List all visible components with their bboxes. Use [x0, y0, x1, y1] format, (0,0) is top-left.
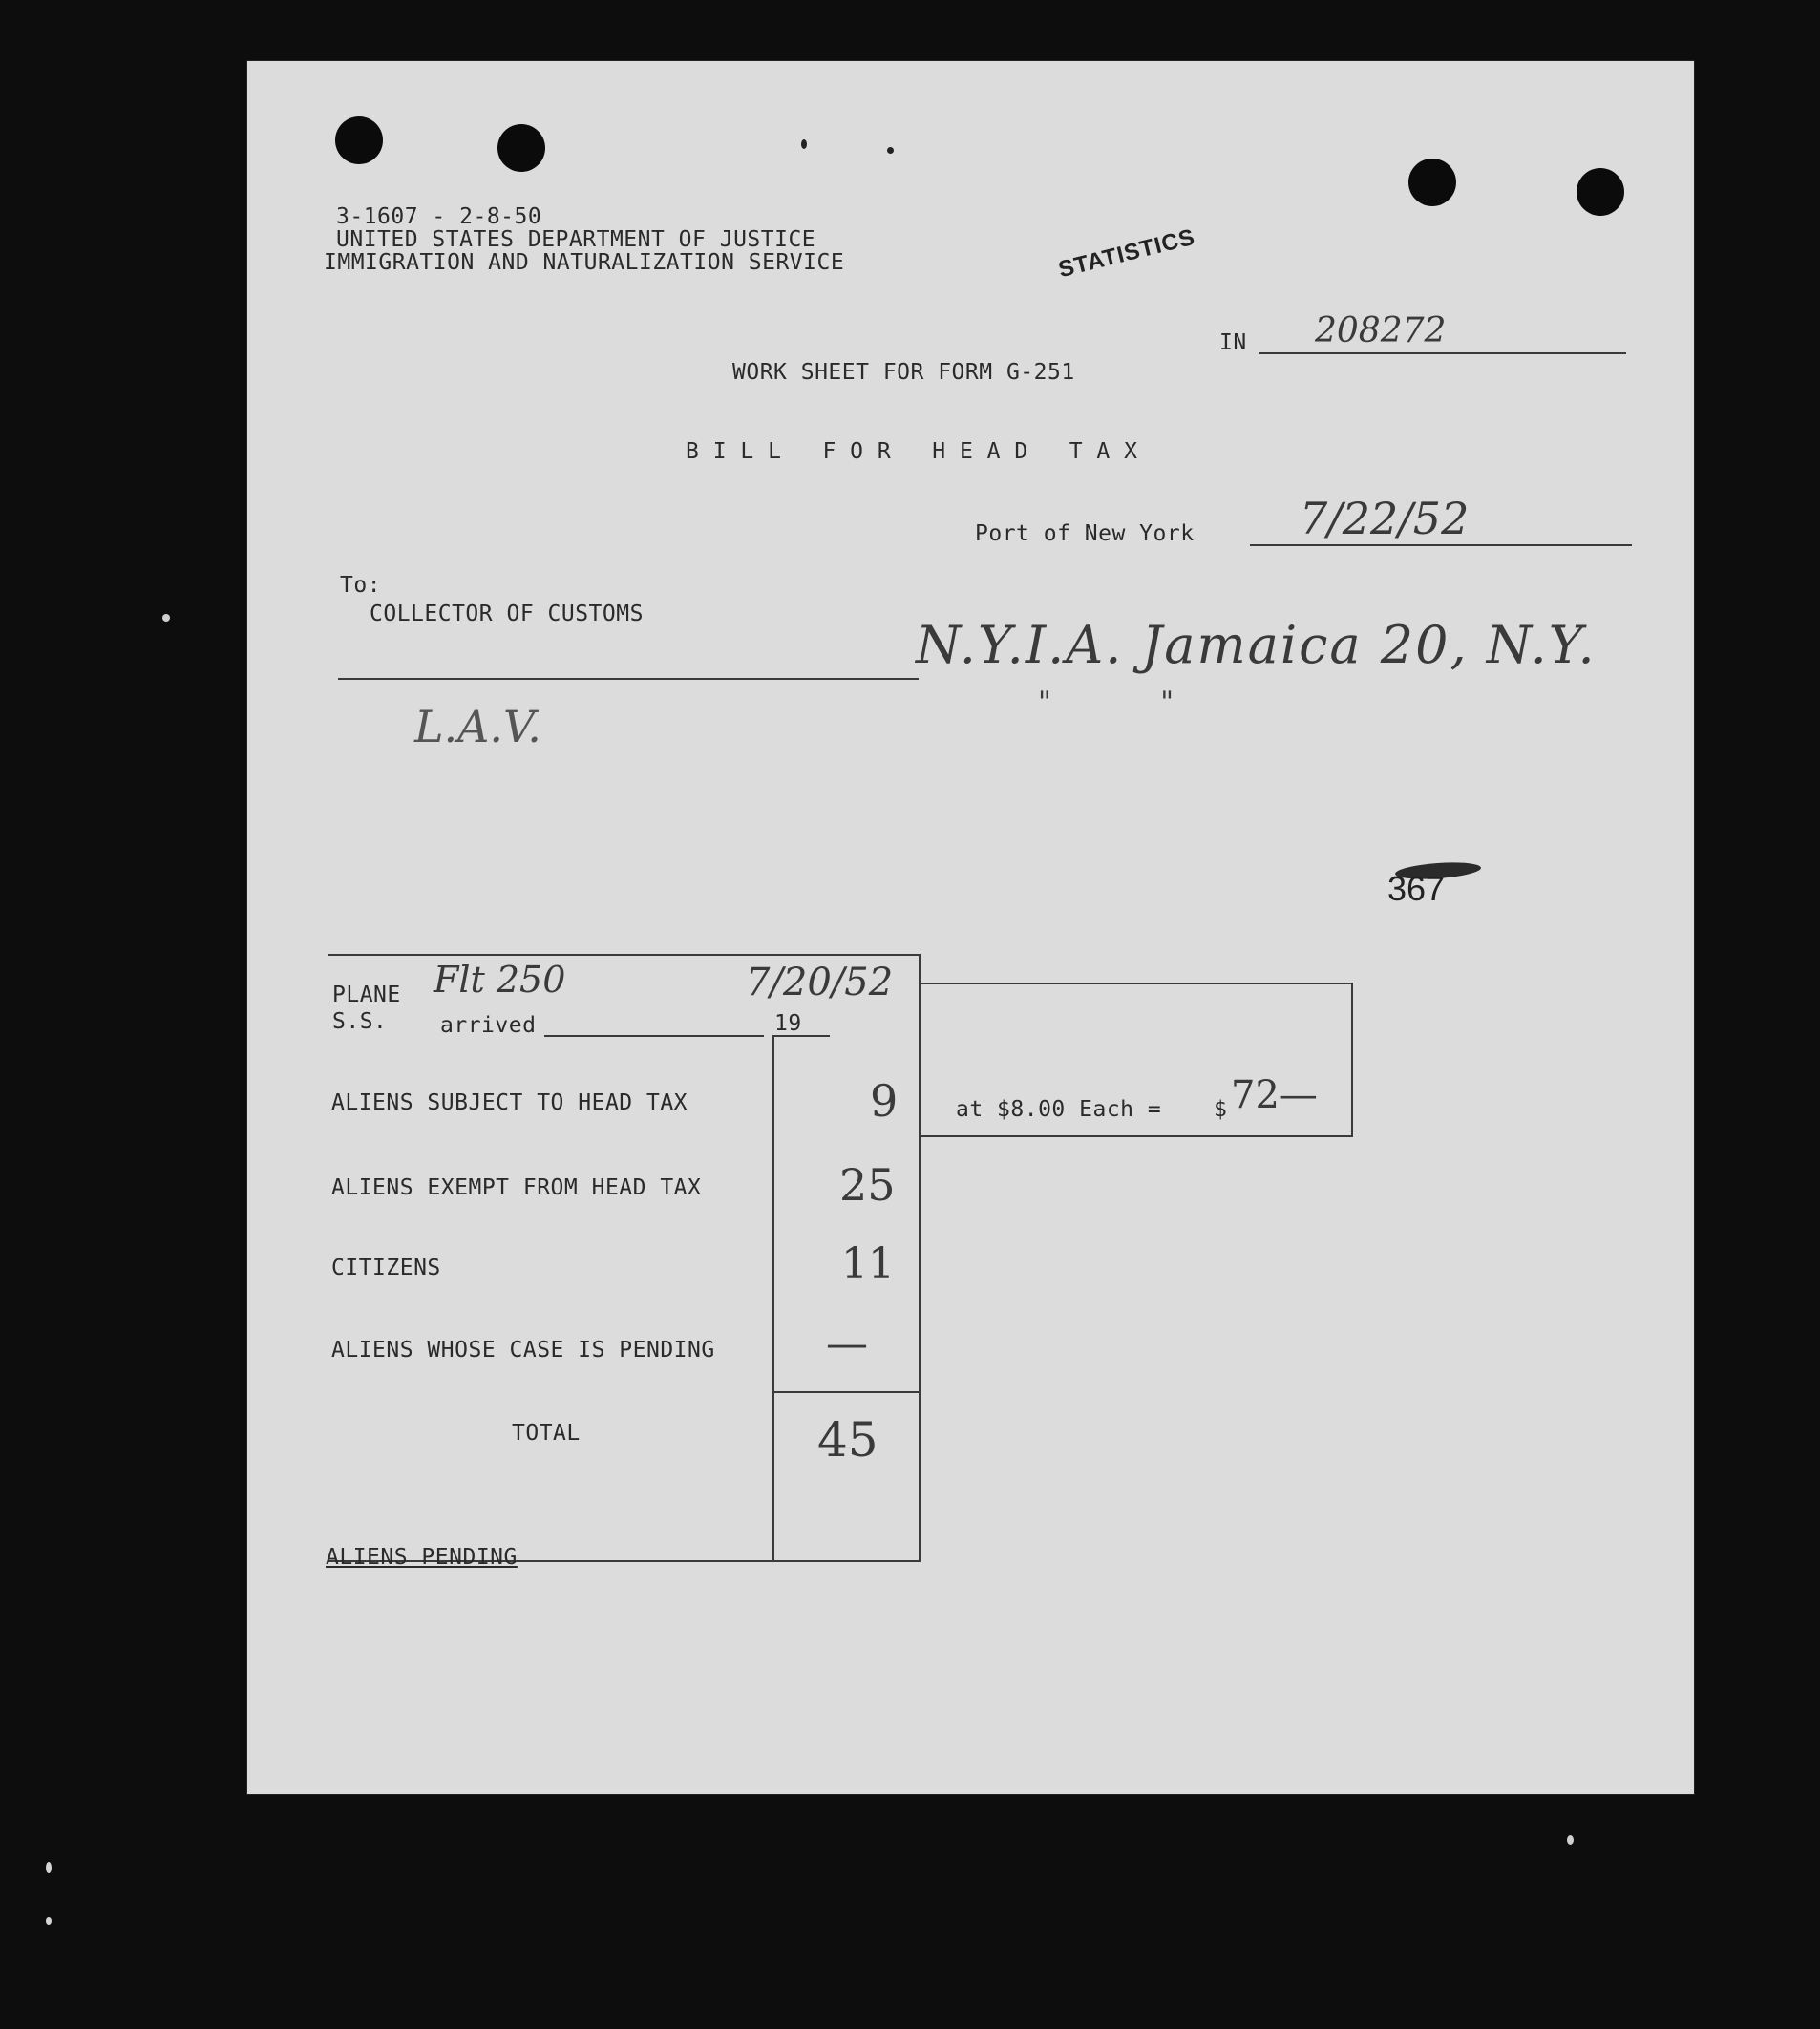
- flight-number: Flt 250: [434, 959, 566, 1001]
- row-value-citizens: 11: [841, 1239, 895, 1288]
- row-label-subject: ALIENS SUBJECT TO HEAD TAX: [331, 1090, 688, 1115]
- in-label: IN: [1219, 330, 1247, 355]
- row-label-exempt: ALIENS EXEMPT FROM HEAD TAX: [331, 1175, 702, 1200]
- in-underline: [1259, 352, 1626, 354]
- edge-speck: [1567, 1835, 1574, 1845]
- row-label-pending: ALIENS WHOSE CASE IS PENDING: [331, 1338, 715, 1363]
- arrival-date: 7/20/52: [746, 961, 894, 1004]
- speck: [801, 139, 807, 149]
- arrived-underline: [544, 1035, 764, 1037]
- row-value-exempt: 25: [839, 1159, 896, 1211]
- speck: [887, 147, 894, 154]
- port-label: Port of New York: [975, 521, 1195, 546]
- aliens-pending-heading: ALIENS PENDING: [326, 1545, 518, 1570]
- row-value-pending: —: [826, 1320, 868, 1368]
- service-name: IMMIGRATION AND NATURALIZATION SERVICE: [324, 250, 845, 275]
- arrived-label: arrived: [440, 1013, 537, 1038]
- ditto-marks: " ": [1038, 686, 1175, 719]
- rate-text: at $8.00 Each =: [956, 1097, 1162, 1122]
- table-top-rule: [328, 954, 921, 956]
- amount-value: 72—: [1231, 1073, 1318, 1117]
- ss-label: S.S.: [332, 1009, 388, 1034]
- bill-title: B I L L F O R H E A D T A X: [686, 439, 1138, 464]
- punch-hole: [1408, 159, 1456, 206]
- row-value-subject: 9: [870, 1075, 899, 1127]
- amount-prefix: $: [1214, 1097, 1228, 1122]
- edge-speck: [46, 1917, 52, 1925]
- port-date: 7/22/52: [1300, 493, 1470, 544]
- year-underline: [772, 1035, 830, 1037]
- punch-hole: [1577, 168, 1624, 216]
- department-name: UNITED STATES DEPARTMENT OF JUSTICE: [336, 227, 816, 252]
- edge-speck: [46, 1862, 52, 1873]
- document-page: [247, 61, 1694, 1794]
- total-top-rule: [772, 1391, 921, 1393]
- worksheet-title: WORK SHEET FOR FORM G-251: [732, 360, 1075, 385]
- collector-underline: [338, 678, 919, 680]
- form-number: 3-1607 - 2-8-50: [336, 204, 542, 229]
- year-label: 19: [774, 1011, 802, 1036]
- total-label: TOTAL: [512, 1421, 581, 1446]
- punch-hole: [335, 116, 383, 164]
- to-label: To:: [340, 573, 382, 598]
- port-date-underline: [1250, 544, 1632, 546]
- punch-hole: [497, 124, 545, 172]
- in-number: 208272: [1315, 311, 1447, 350]
- collector-note: N.Y.I.A. Jamaica 20, N.Y.: [916, 615, 1597, 675]
- edge-speck: [162, 614, 170, 622]
- statistics-stamp: STATISTICS: [1055, 223, 1198, 284]
- page-number: 367: [1387, 869, 1446, 908]
- initials: L.A.V.: [414, 701, 541, 752]
- collector-label: COLLECTOR OF CUSTOMS: [370, 602, 644, 626]
- value-column-divider: [772, 1035, 774, 1562]
- row-label-citizens: CITIZENS: [331, 1256, 441, 1280]
- plane-label: PLANE: [332, 983, 401, 1007]
- total-value: 45: [817, 1412, 878, 1468]
